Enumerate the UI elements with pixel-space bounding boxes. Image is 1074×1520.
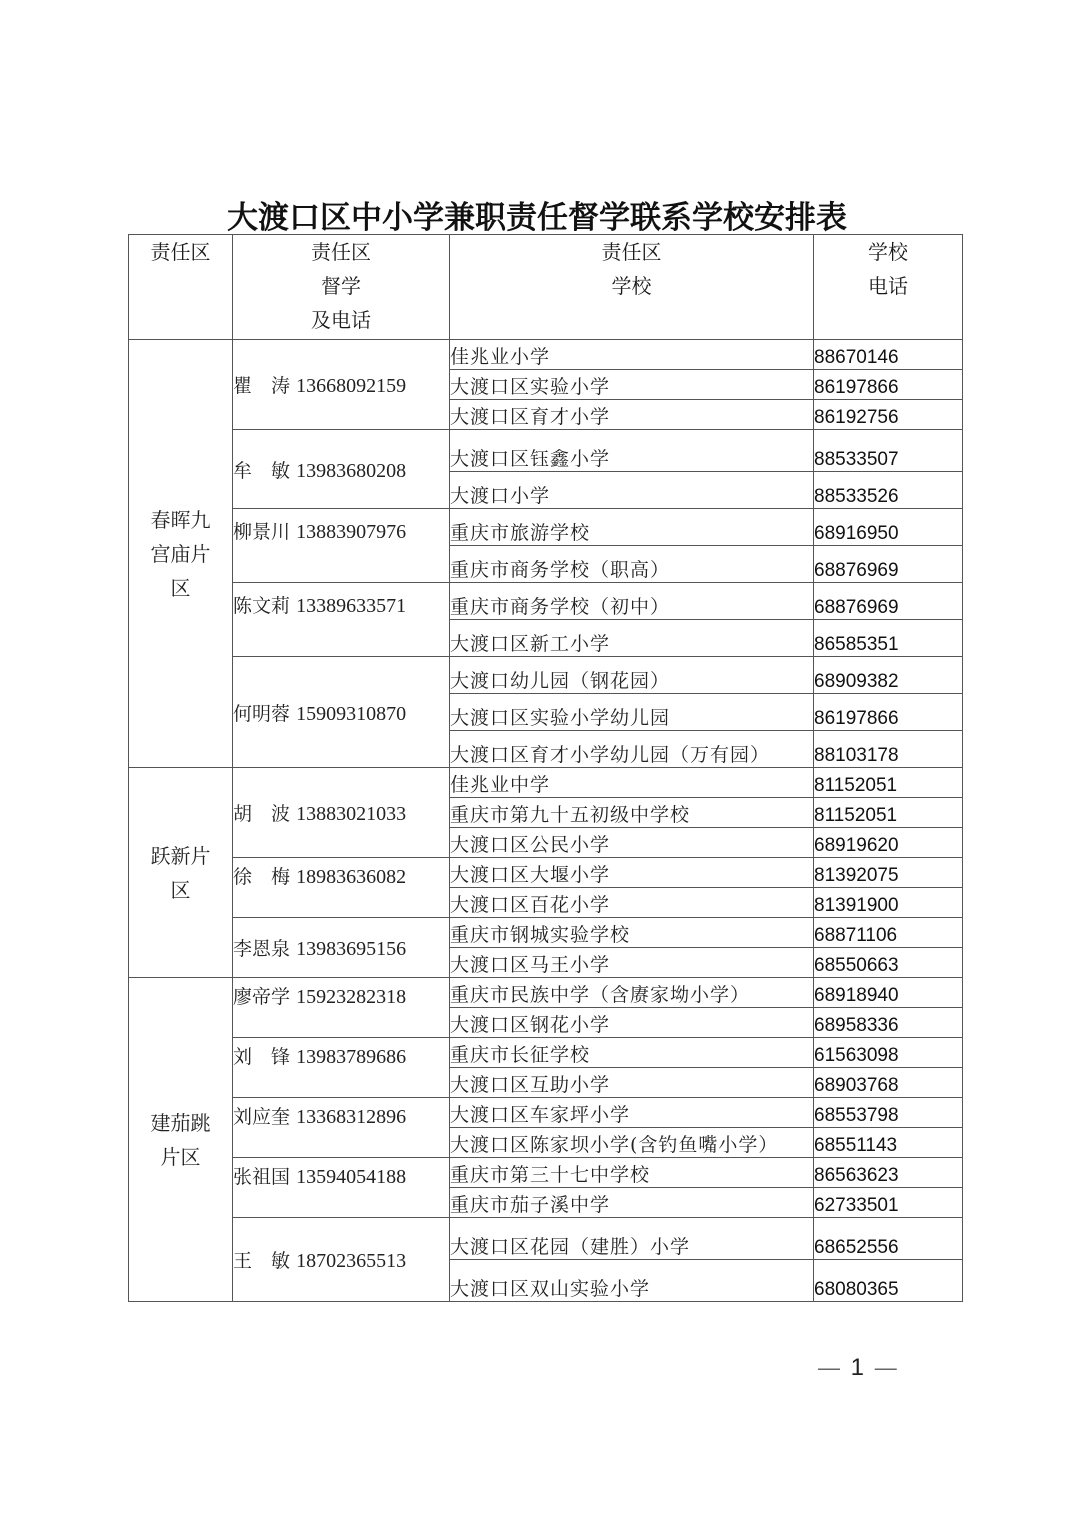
school-phone: 68916950 xyxy=(814,509,963,546)
header-inspector: 责任区 督学 及电话 xyxy=(233,235,450,340)
school-name: 大渡口小学 xyxy=(450,472,814,509)
school-name: 大渡口区双山实验小学 xyxy=(450,1260,814,1302)
school-phone: 62733501 xyxy=(814,1188,963,1218)
school-name: 大渡口区育才小学 xyxy=(450,400,814,430)
inspector-cell xyxy=(233,340,450,430)
school-phone: 88670146 xyxy=(814,340,963,370)
school-phone: 88533507 xyxy=(814,430,963,472)
school-name: 大渡口区钢花小学 xyxy=(450,1008,814,1038)
inspector-cell xyxy=(233,1158,450,1218)
district-name: 春晖九 宫庙片 区 xyxy=(129,340,233,768)
inspector-phone: 13668092159 xyxy=(296,375,407,397)
school-phone: 81152051 xyxy=(814,798,963,828)
inspector-cell xyxy=(233,1038,450,1098)
table-row xyxy=(129,657,963,694)
table-row xyxy=(129,1038,963,1068)
school-name: 大渡口区育才小学幼儿园（万有园） xyxy=(450,731,814,768)
inspector-name: 陈文莉 xyxy=(233,595,291,617)
inspector-name: 徐 梅 xyxy=(233,866,291,888)
school-name: 重庆市茄子溪中学 xyxy=(450,1188,814,1218)
school-name: 大渡口区花园（建胜）小学 xyxy=(450,1218,814,1260)
inspector-name: 胡 波 xyxy=(233,803,291,825)
inspector-phone: 13983680208 xyxy=(296,459,407,482)
inspector-phone: 15923282318 xyxy=(296,986,407,1008)
inspector-phone: 13883021033 xyxy=(296,803,407,825)
table-row xyxy=(129,918,963,948)
school-name: 重庆市钢城实验学校 xyxy=(450,918,814,948)
school-name: 重庆市长征学校 xyxy=(450,1038,814,1068)
school-name: 佳兆业中学 xyxy=(450,768,814,798)
inspector-name: 王 敏 xyxy=(233,1250,291,1272)
school-phone: 68553798 xyxy=(814,1098,963,1128)
district-name: 建茄跳 片区 xyxy=(129,978,233,1302)
school-phone: 81152051 xyxy=(814,768,963,798)
table-row xyxy=(129,1218,963,1260)
school-phone: 68918940 xyxy=(814,978,963,1008)
school-name: 大渡口区实验小学 xyxy=(450,370,814,400)
school-name: 重庆市商务学校（初中） xyxy=(450,583,814,620)
school-phone: 68919620 xyxy=(814,828,963,858)
header-district: 责任区 xyxy=(129,235,233,340)
inspector-cell xyxy=(233,978,450,1038)
school-phone: 88533526 xyxy=(814,472,963,509)
school-phone: 86197866 xyxy=(814,370,963,400)
table-row xyxy=(129,509,963,546)
school-phone: 68871106 xyxy=(814,918,963,948)
table-row xyxy=(129,1158,963,1188)
school-phone: 86585351 xyxy=(814,620,963,657)
table-row xyxy=(129,340,963,370)
table-row xyxy=(129,768,963,798)
school-phone: 68550663 xyxy=(814,948,963,978)
school-phone: 81391900 xyxy=(814,888,963,918)
school-phone: 88103178 xyxy=(814,731,963,768)
inspector-cell xyxy=(233,768,450,858)
school-name: 大渡口幼儿园（钢花园） xyxy=(450,657,814,694)
school-name: 重庆市旅游学校 xyxy=(450,509,814,546)
school-name: 大渡口区公民小学 xyxy=(450,828,814,858)
school-name: 大渡口区互助小学 xyxy=(450,1068,814,1098)
school-phone: 61563098 xyxy=(814,1038,963,1068)
school-phone: 81392075 xyxy=(814,858,963,888)
inspector-cell xyxy=(233,509,450,583)
district-name: 跃新片 区 xyxy=(129,768,233,978)
table-header-row xyxy=(129,235,963,340)
inspector-phone: 18983636082 xyxy=(296,866,407,888)
header-school-phone: 学校 电话 xyxy=(814,235,963,340)
school-name: 重庆市民族中学（含赓家坳小学） xyxy=(450,978,814,1008)
school-name: 佳兆业小学 xyxy=(450,340,814,370)
school-name: 大渡口区大堰小学 xyxy=(450,858,814,888)
inspector-cell xyxy=(233,430,450,509)
inspector-cell xyxy=(233,1098,450,1158)
school-name: 大渡口区陈家坝小学(含钓鱼嘴小学） xyxy=(450,1128,814,1158)
school-name: 大渡口区车家坪小学 xyxy=(450,1098,814,1128)
inspector-phone: 13389633571 xyxy=(296,595,407,617)
school-phone: 68652556 xyxy=(814,1218,963,1260)
document-title: 大渡口区中小学兼职责任督学联系学校安排表 xyxy=(227,200,847,236)
page-number: — 1 — xyxy=(818,1354,899,1381)
inspector-name: 李恩泉 xyxy=(233,938,291,960)
school-name: 大渡口区新工小学 xyxy=(450,620,814,657)
school-name: 大渡口区实验小学幼儿园 xyxy=(450,694,814,731)
inspector-cell xyxy=(233,1218,450,1302)
school-name: 大渡口区马王小学 xyxy=(450,948,814,978)
inspector-cell xyxy=(233,918,450,978)
school-phone: 68876969 xyxy=(814,583,963,620)
inspector-name: 刘应奎 xyxy=(233,1106,291,1128)
school-name: 重庆市第三十七中学校 xyxy=(450,1158,814,1188)
inspector-cell xyxy=(233,583,450,657)
inspector-phone: 15909310870 xyxy=(296,702,407,725)
inspector-name: 张祖国 xyxy=(233,1166,291,1188)
table-row xyxy=(129,430,963,472)
school-phone: 68080365 xyxy=(814,1260,963,1302)
inspector-cell xyxy=(233,657,450,768)
table-row xyxy=(129,978,963,1008)
inspector-phone: 13983695156 xyxy=(296,938,407,960)
inspector-phone: 13983789686 xyxy=(296,1046,407,1068)
inspector-name: 刘 锋 xyxy=(233,1046,291,1068)
school-phone: 86192756 xyxy=(814,400,963,430)
school-phone: 68958336 xyxy=(814,1008,963,1038)
header-school: 责任区 学校 xyxy=(450,235,814,340)
inspector-name: 廖帝学 xyxy=(233,986,291,1008)
school-phone: 68876969 xyxy=(814,546,963,583)
school-phone: 68551143 xyxy=(814,1128,963,1158)
inspector-name: 何明蓉 xyxy=(233,702,291,725)
inspector-name: 牟 敏 xyxy=(233,459,291,482)
inspector-phone: 13368312896 xyxy=(296,1106,407,1128)
inspector-cell xyxy=(233,858,450,918)
school-name: 重庆市商务学校（职高） xyxy=(450,546,814,583)
school-phone: 68903768 xyxy=(814,1068,963,1098)
school-name: 大渡口区百花小学 xyxy=(450,888,814,918)
school-name: 大渡口区钰鑫小学 xyxy=(450,430,814,472)
school-phone: 68909382 xyxy=(814,657,963,694)
school-assignment-table xyxy=(128,234,963,1302)
table-row xyxy=(129,858,963,888)
table-row xyxy=(129,583,963,620)
table-row xyxy=(129,1098,963,1128)
school-phone: 86563623 xyxy=(814,1158,963,1188)
inspector-phone: 13883907976 xyxy=(296,521,407,543)
inspector-name: 瞿 涛 xyxy=(233,375,291,397)
inspector-name: 柳景川 xyxy=(233,521,291,543)
school-phone: 86197866 xyxy=(814,694,963,731)
inspector-phone: 18702365513 xyxy=(296,1250,407,1272)
inspector-phone: 13594054188 xyxy=(296,1166,407,1188)
school-name: 重庆市第九十五初级中学校 xyxy=(450,798,814,828)
